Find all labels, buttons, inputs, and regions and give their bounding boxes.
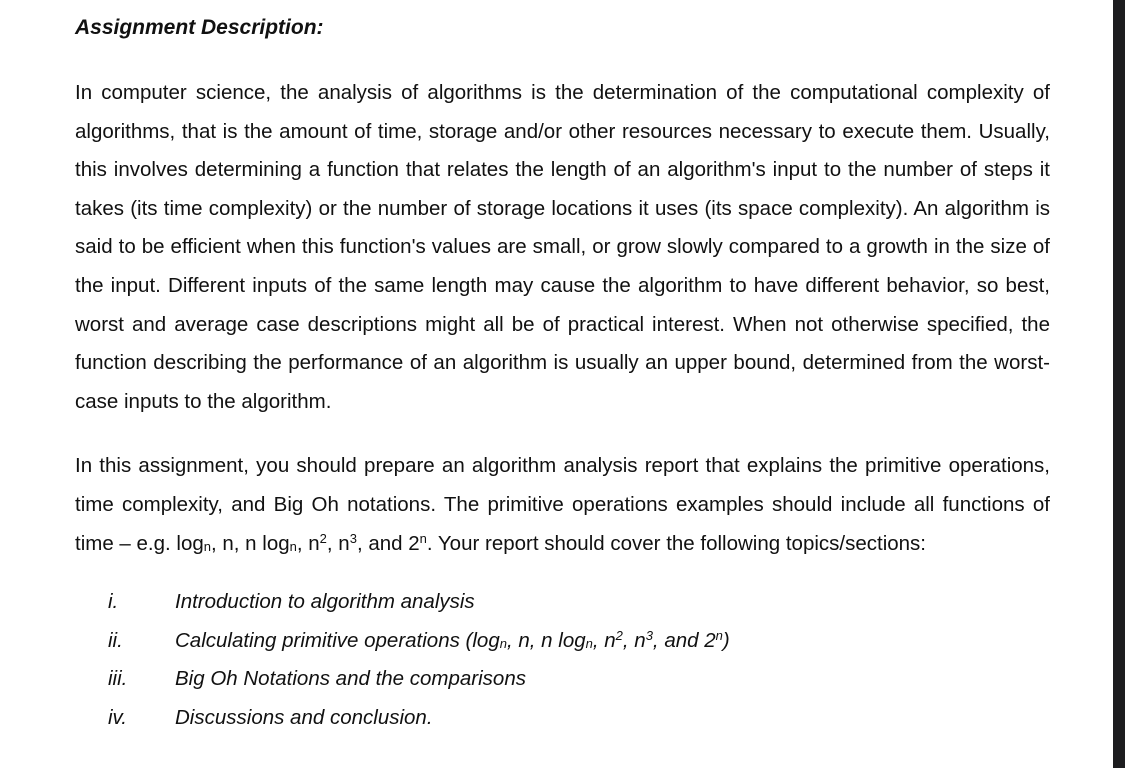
- topic2-sep2: , n: [592, 628, 616, 652]
- topic2-sep4: , and 2: [652, 628, 716, 652]
- para2-sep1: , n, n log: [211, 531, 290, 555]
- list-item-number: iii.: [108, 667, 128, 691]
- subscript-n: n: [203, 538, 211, 554]
- list-item: [75, 622, 1050, 661]
- right-edge-border: [1113, 0, 1125, 768]
- superscript-2: 2: [615, 627, 623, 643]
- list-item-number: i.: [108, 590, 119, 614]
- para2-intro: In this assignment, you should prepare an algorithm analysis report that explains the primitive operations, time complexity, and Big Oh notations. The primitive operations examples should include all functions of time – e.g. log: [75, 454, 1050, 555]
- list-item-number: iv.: [108, 705, 127, 729]
- subscript-n: n: [289, 538, 297, 554]
- list-item: [75, 583, 1050, 622]
- list-item-text: [175, 622, 730, 661]
- topic2-pre: Calculating primitive operations (log: [175, 628, 500, 652]
- superscript-n: n: [419, 530, 427, 546]
- para2-sep4: , and 2: [356, 531, 420, 555]
- document-content: [75, 14, 1050, 738]
- list-item-number: ii.: [108, 628, 123, 652]
- superscript-2: 2: [319, 530, 327, 546]
- topic2-sep3: , n: [622, 628, 646, 652]
- superscript-3: 3: [349, 530, 357, 546]
- subscript-n: n: [585, 635, 593, 651]
- topics-list: [75, 583, 1050, 737]
- para2-sep3: , n: [326, 531, 350, 555]
- paragraph-analysis-of-algorithms: In computer science, the analysis of algorithms is the determination of the computational complexity of algorithms, that is the amount of time, storage and/or other resources necessary to execute them. Usually, this involves determining a function that relates the length of an algorithm's input to the number of steps it takes (its time complexity) or the number of storage locations it uses (its space complexity). An algorithm is said to be efficient when this function's values are small, or grow slowly compared to a growth in the size of the input. Different inputs of the same length may cause the algorithm to have different behavior, so best, worst and average case descriptions might all be of practical interest. When not otherwise specified, the function describing the performance of an algorithm is usually an upper bound, determined from the worst-case inputs to the algorithm.: [75, 81, 1050, 413]
- paragraph-assignment-instructions: [75, 447, 1050, 563]
- para2-outro: . Your report should cover the following topics/sections:: [426, 531, 926, 555]
- list-item-text: Discussions and conclusion.: [175, 705, 433, 729]
- list-item-text: Big Oh Notations and the comparisons: [175, 667, 526, 691]
- superscript-3: 3: [645, 627, 653, 643]
- list-item-text: Introduction to algorithm analysis: [175, 590, 475, 614]
- list-item: [75, 699, 1050, 738]
- list-item: [75, 660, 1050, 699]
- topic2-close: ): [722, 628, 730, 652]
- subscript-n: n: [499, 635, 507, 651]
- topic2-sep1: , n, n log: [506, 628, 586, 652]
- para2-sep2: , n: [296, 531, 320, 555]
- superscript-n: n: [715, 627, 723, 643]
- assignment-heading: Assignment Description:: [75, 16, 324, 39]
